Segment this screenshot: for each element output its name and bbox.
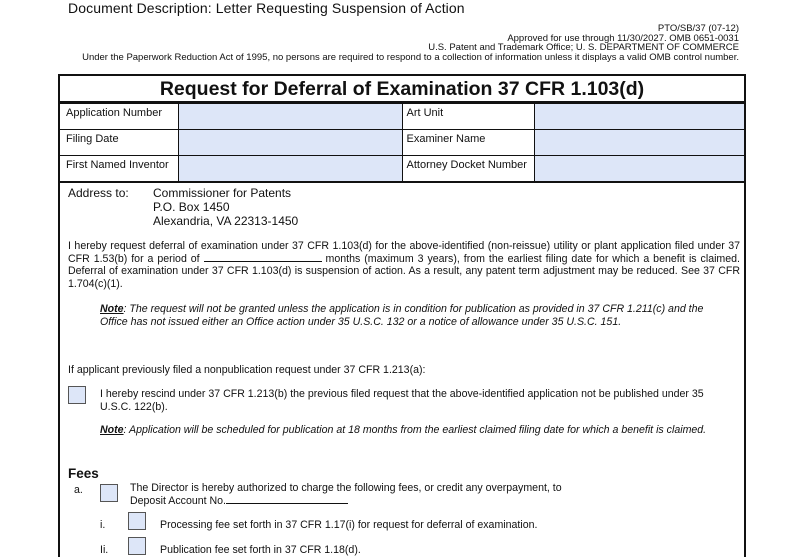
address-line-2: P.O. Box 1450 [153, 200, 230, 214]
fee-authorize-line-1: The Director is hereby authorized to charge the following fees, or credit any overpayment, to [130, 482, 562, 494]
address-line-3: Alexandria, VA 22313-1450 [153, 214, 299, 228]
agency-line: U.S. Patent and Trademark Office; U. S. DEPARTMENT OF COMMERCE [428, 42, 739, 53]
note-text: : The request will not be granted unless the application is in condition for publication as provided in 37 CFR 1.211(c) and the Office has not issued either an Office action under 35 U.S.C. 132 or a notice of allowance under 35 U.S.C. 151. [100, 303, 704, 328]
application-info-table [60, 103, 744, 183]
paperwork-notice: Under the Paperwork Reduction Act of 1995, no persons are required to respond to a collection of information unless it displays a valid OMB control number. [82, 52, 739, 63]
application-number-field[interactable] [178, 104, 402, 130]
address-line-1: Commissioner for Patents [153, 186, 292, 200]
fee-i-label: i. [100, 519, 106, 531]
note-label: Note [100, 303, 124, 315]
note-publication-schedule [100, 424, 720, 437]
first-named-inventor-label: First Named Inventor [60, 156, 178, 182]
attorney-docket-number-field[interactable] [534, 156, 744, 182]
publication-fee-checkbox[interactable] [128, 537, 146, 555]
approval-line: Approved for use through 11/30/2027. OMB 0651-0031 [507, 33, 739, 44]
publication-fee-text: Publication fee set forth in 37 CFR 1.18(d). [160, 544, 361, 556]
fee-a-label: a. [74, 484, 83, 496]
filing-date-label: Filing Date [60, 130, 178, 156]
address-block [153, 186, 298, 228]
document-description: Document Description: Letter Requesting Suspension of Action [68, 0, 465, 16]
nonpublication-intro: If applicant previously filed a nonpublication request under 37 CFR 1.213(a): [68, 364, 426, 376]
deposit-account-field[interactable] [226, 495, 348, 504]
request-text-part-2: months (maximum 3 years), from the earliest filing date for which a benefit is claimed. Deferral of examination under 37 CFR 1.103(d) is suspension of action. As a result, any patent term adjustment may be reduced. See 37 CFR 1.704(c)(1). [68, 252, 740, 290]
rescind-checkbox[interactable] [68, 386, 86, 404]
application-number-label: Application Number [60, 104, 178, 130]
request-paragraph [68, 240, 740, 290]
filing-date-field[interactable] [178, 130, 402, 156]
rescind-text: I hereby rescind under 37 CFR 1.213(b) the previous filed request that the above-identified application not be published under 35 U.S.C. 122(b). [100, 388, 704, 413]
note-text: : Application will be scheduled for publication at 18 months from the earliest claimed filing date for which a benefit is claimed. [123, 424, 707, 436]
address-label: Address to: [68, 186, 129, 200]
deferral-months-field[interactable] [204, 253, 322, 262]
processing-fee-text: Processing fee set forth in 37 CFR 1.17(i) for request for deferral of examination. [160, 519, 538, 531]
table-row [60, 156, 744, 182]
processing-fee-checkbox[interactable] [128, 512, 146, 530]
table-row [60, 104, 744, 130]
note-label: Note [100, 424, 124, 436]
examiner-name-label: Examiner Name [402, 130, 534, 156]
first-named-inventor-field[interactable] [178, 156, 402, 182]
fee-authorize-text [130, 482, 562, 507]
table-row [60, 130, 744, 156]
deposit-account-label: Deposit Account No. [130, 494, 226, 507]
form-frame [58, 74, 746, 557]
examiner-name-field[interactable] [534, 130, 744, 156]
note-publication-condition [100, 303, 720, 328]
attorney-docket-number-label: Attorney Docket Number [402, 156, 534, 182]
fees-heading: Fees [68, 466, 99, 481]
form-id: PTO/SB/37 (07-12) [657, 23, 739, 34]
art-unit-label: Art Unit [402, 104, 534, 130]
fee-ii-label: Ii. [100, 544, 109, 556]
request-text-part-1: I hereby request deferral of examination under 37 CFR 1.103(d) for the above-identified (non-reissue) utility or plant application filed under 37 CFR 1.53(b) for a period of [68, 240, 740, 265]
form-title: Request for Deferral of Examination 37 CFR 1.103(d) [60, 76, 744, 103]
fee-authorize-line-2 [130, 495, 562, 508]
fee-authorize-checkbox[interactable] [100, 484, 118, 502]
art-unit-field[interactable] [534, 104, 744, 130]
